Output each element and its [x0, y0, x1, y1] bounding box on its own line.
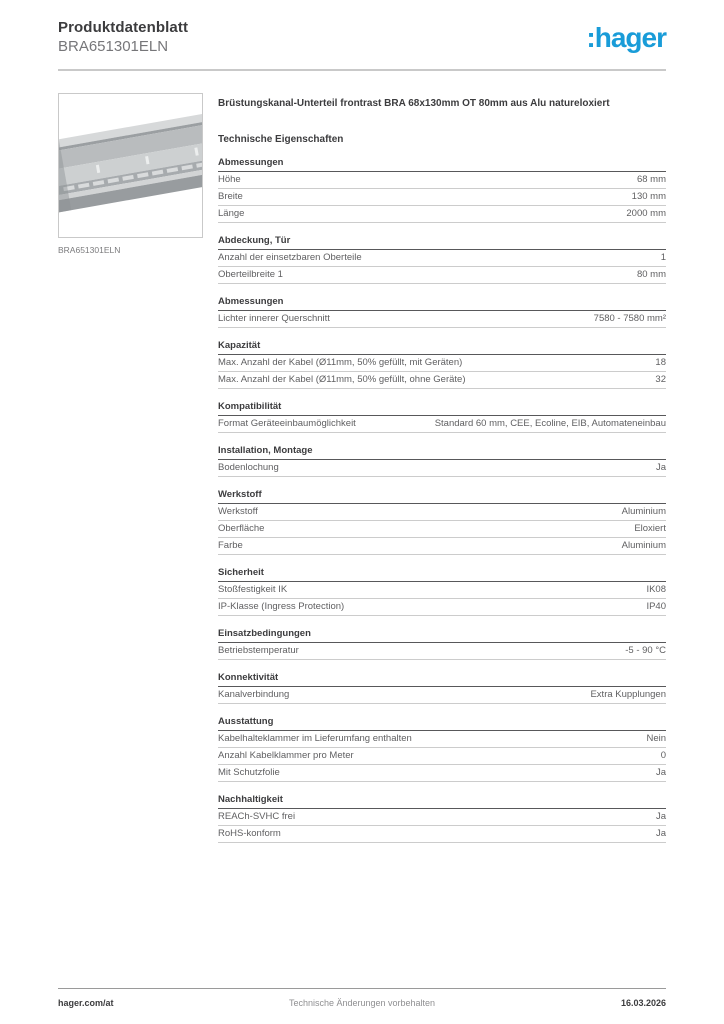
spec-label: Anzahl der einsetzbaren Oberteile	[218, 252, 362, 263]
section-title: Installation, Montage	[218, 445, 666, 460]
spec-row	[218, 826, 666, 843]
spec-label: Stoßfestigkeit IK	[218, 584, 288, 595]
spec-section	[218, 401, 666, 433]
spec-value: IP40	[646, 601, 666, 612]
spec-value: 2000 mm	[626, 208, 666, 219]
spec-value: Ja	[655, 811, 666, 822]
section-title: Abmessungen	[218, 157, 666, 172]
spec-value: -5 - 90 °C	[625, 645, 666, 656]
section-title: Kapazität	[218, 340, 666, 355]
spec-label: Länge	[218, 208, 245, 219]
spec-label: Oberfläche	[218, 523, 265, 534]
spec-row	[218, 582, 666, 599]
spec-section	[218, 296, 666, 328]
spec-section	[218, 235, 666, 284]
footer-disclaimer: Technische Änderungen vorbehalten	[288, 998, 436, 1008]
product-image-column	[58, 93, 203, 255]
footer-date: 16.03.2026	[620, 998, 666, 1008]
spec-label: Oberteilbreite 1	[218, 269, 283, 280]
spec-section	[218, 672, 666, 704]
spec-row	[218, 731, 666, 748]
spec-sections	[218, 157, 666, 843]
spec-row	[218, 538, 666, 555]
spec-value: 7580 - 7580 mm²	[593, 313, 666, 324]
spec-row	[218, 687, 666, 704]
product-reference: BRA651301ELN	[58, 38, 169, 55]
spec-value: Nein	[646, 733, 666, 744]
spec-label: Bodenlochung	[218, 462, 279, 473]
spec-section	[218, 794, 666, 843]
section-title: Sicherheit	[218, 567, 666, 582]
spec-value: 130 mm	[631, 191, 666, 202]
spec-value: 1	[660, 252, 666, 263]
product-image-caption: BRA651301ELN	[58, 245, 121, 255]
spec-row	[218, 643, 666, 660]
spec-row	[218, 372, 666, 389]
spec-row	[218, 599, 666, 616]
spec-section	[218, 567, 666, 616]
spec-label: Breite	[218, 191, 243, 202]
spec-row	[218, 765, 666, 782]
spec-row	[218, 172, 666, 189]
spec-label: Max. Anzahl der Kabel (Ø11mm, 50% gefüllt, mit Geräten)	[218, 357, 463, 368]
spec-row	[218, 809, 666, 826]
trunking-channel-illustration	[59, 94, 202, 237]
spec-value: 80 mm	[636, 269, 666, 280]
document-type-title: Produktdatenblatt	[58, 19, 189, 36]
spec-row	[218, 748, 666, 765]
spec-label: Anzahl Kabelklammer pro Meter	[218, 750, 354, 761]
hager-logo: :hager	[586, 22, 666, 53]
spec-row	[218, 267, 666, 284]
spec-value: 0	[660, 750, 666, 761]
spec-label: IP-Klasse (Ingress Protection)	[218, 601, 345, 612]
spec-label: Farbe	[218, 540, 243, 551]
spec-row	[218, 504, 666, 521]
spec-value: 18	[655, 357, 666, 368]
spec-label: Werkstoff	[218, 506, 258, 517]
spec-value: Aluminium	[621, 506, 666, 517]
spec-row	[218, 521, 666, 538]
section-title: Abmessungen	[218, 296, 666, 311]
spec-label: REACh-SVHC frei	[218, 811, 296, 822]
section-title: Werkstoff	[218, 489, 666, 504]
spec-value: 68 mm	[636, 174, 666, 185]
spec-section	[218, 445, 666, 477]
spec-value: IK08	[646, 584, 666, 595]
spec-section	[218, 157, 666, 223]
spec-value: Eloxiert	[634, 523, 666, 534]
spec-row	[218, 355, 666, 372]
spec-value: Aluminium	[621, 540, 666, 551]
spec-row	[218, 206, 666, 223]
spec-value: Ja	[655, 462, 666, 473]
spec-value: Standard 60 mm, CEE, Ecoline, EIB, Automateneinbau	[434, 418, 666, 429]
spec-value: Ja	[655, 828, 666, 839]
spec-label: Format Geräteeinbaumöglichkeit	[218, 418, 356, 429]
section-title: Konnektivität	[218, 672, 666, 687]
product-image	[58, 93, 203, 238]
spec-value: Ja	[655, 767, 666, 778]
spec-column	[218, 93, 666, 843]
spec-label: Betriebstemperatur	[218, 645, 299, 656]
spec-row	[218, 311, 666, 328]
spec-value: 32	[655, 374, 666, 385]
product-title: Brüstungskanal-Unterteil frontrast BRA 68x130mm OT 80mm aus Alu natureloxiert	[218, 98, 610, 109]
tech-properties-heading: Technische Eigenschaften	[218, 134, 344, 145]
spec-section	[218, 716, 666, 782]
spec-label: Höhe	[218, 174, 241, 185]
section-title: Einsatzbedingungen	[218, 628, 666, 643]
section-title: Ausstattung	[218, 716, 666, 731]
spec-row	[218, 189, 666, 206]
section-title: Nachhaltigkeit	[218, 794, 666, 809]
spec-label: Max. Anzahl der Kabel (Ø11mm, 50% gefüllt, ohne Geräte)	[218, 374, 466, 385]
spec-section	[218, 628, 666, 660]
page-header	[58, 0, 666, 71]
spec-section	[218, 340, 666, 389]
section-title: Kompatibilität	[218, 401, 666, 416]
footer-website: hager.com/at	[58, 998, 114, 1008]
spec-label: Lichter innerer Querschnitt	[218, 313, 330, 324]
spec-section	[218, 489, 666, 555]
spec-label: Kabelhalteklammer im Lieferumfang enthalten	[218, 733, 412, 744]
spec-row	[218, 460, 666, 477]
spec-row	[218, 250, 666, 267]
spec-label: RoHS-konform	[218, 828, 281, 839]
spec-row	[218, 416, 666, 433]
section-title: Abdeckung, Tür	[218, 235, 666, 250]
spec-label: Kanalverbindung	[218, 689, 290, 700]
page-footer	[58, 988, 666, 1008]
spec-label: Mit Schutzfolie	[218, 767, 280, 778]
spec-value: Extra Kupplungen	[590, 689, 666, 700]
main-content	[58, 93, 666, 843]
